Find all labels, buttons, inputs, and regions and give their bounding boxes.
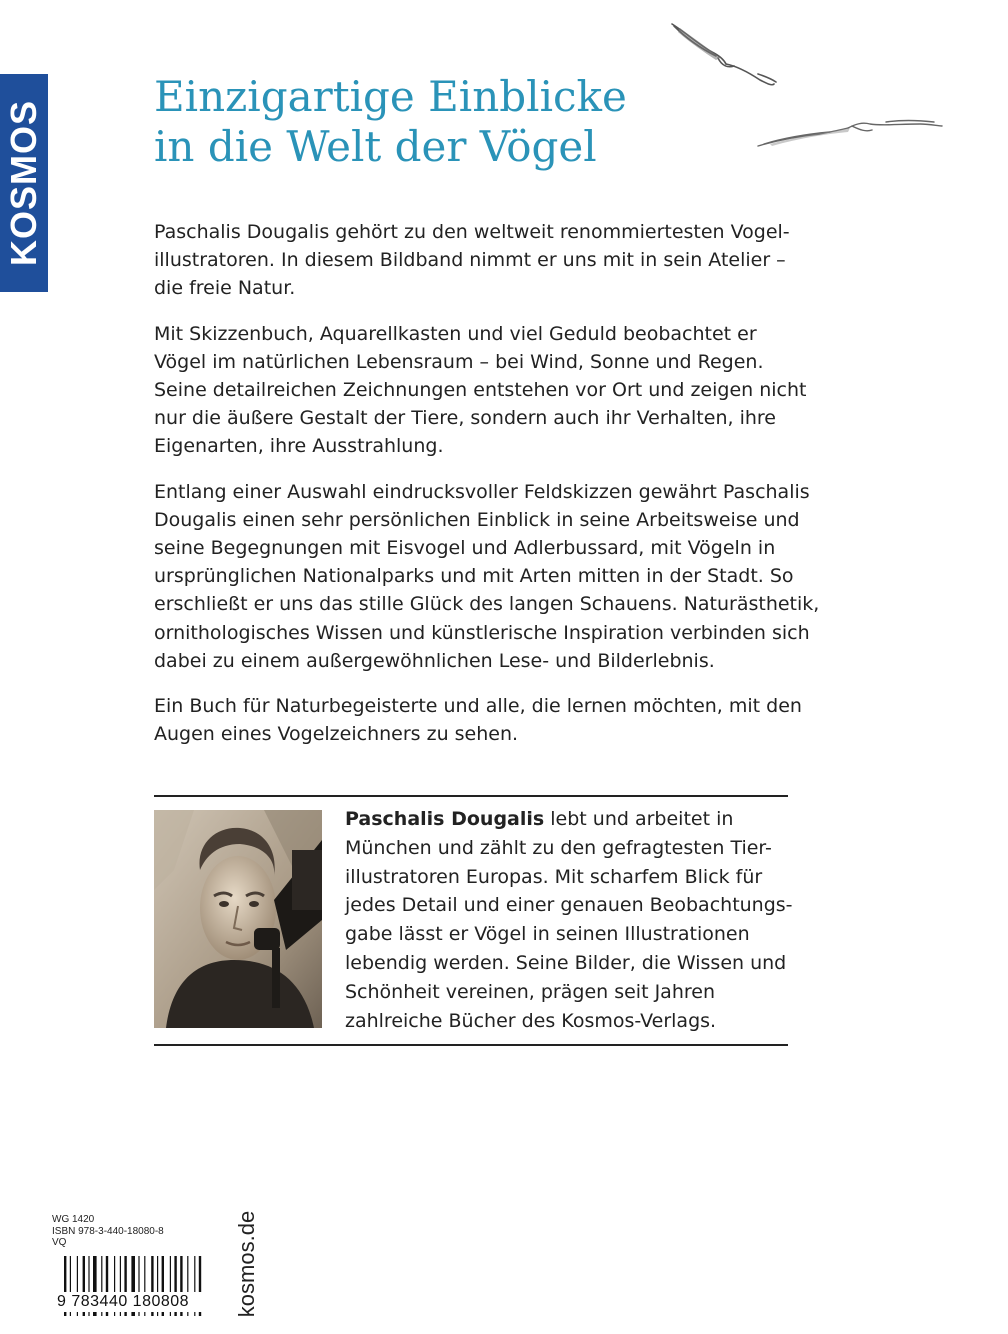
text-line: Vögel im natürlichen Lebensraum – bei Wind, Sonne und Regen. <box>154 350 764 373</box>
author-bio-text: lebt und arbeitet in <box>544 808 734 830</box>
author-name: Paschalis Dougalis <box>345 808 545 830</box>
product-meta <box>52 1214 164 1249</box>
author-portrait <box>154 810 322 1028</box>
text-line: Seine detailreichen Zeichnungen entstehen vor Ort und zeigen nicht <box>154 379 807 402</box>
author-bio-line: zahlreiche Bücher des Kosmos-Verlags. <box>345 1009 717 1032</box>
text-line: ornithologisches Wissen und künstlerische Inspiration verbinden sich <box>154 621 810 644</box>
author-bio-line: illustratoren Europas. Mit scharfem Blick für <box>345 865 763 888</box>
blurb-paragraph <box>154 320 814 461</box>
text-line: Eigenarten, ihre Ausstrahlung. <box>154 435 444 458</box>
headline-line: in die Welt der Vögel <box>154 122 597 171</box>
blurb-paragraph <box>154 478 820 675</box>
text-line: Dougalis einen sehr persönlichen Einblick in seine Arbeitsweise und <box>154 508 800 531</box>
kosmos-logo <box>0 74 48 292</box>
text-line: illustratoren. In diesem Bildband nimmt er uns mit in sein Atelier – <box>154 249 786 272</box>
text-line: dabei zu einem außergewöhnlichen Lese- und Bilderlebnis. <box>154 649 715 672</box>
author-bio-line: gabe lässt er Vögel in seinen Illustrationen <box>345 923 750 946</box>
text-line: nur die äußere Gestalt der Tiere, sondern auch ihr Verhalten, ihre <box>154 407 776 430</box>
vq-code: VQ <box>52 1237 67 1248</box>
blurb-paragraph <box>154 218 814 303</box>
kosmos-logo-text: KOSMOS <box>3 99 45 267</box>
headline-line: Einzigartige Einblicke <box>154 72 627 121</box>
divider-top <box>154 795 788 797</box>
text-line: Mit Skizzenbuch, Aquarellkasten und viel Geduld beobachtet er <box>154 322 757 345</box>
author-bio-line <box>345 805 795 834</box>
text-line: ursprünglichen Nationalparks und mit Arten mitten in der Stadt. So <box>154 565 794 588</box>
blurb-paragraph <box>154 692 814 748</box>
isbn: ISBN 978-3-440-18080-8 <box>52 1225 164 1237</box>
barcode-digits-text: 9 783440 180808 <box>57 1293 190 1310</box>
text-line: Augen eines Vogelzeichners zu sehen. <box>154 723 519 746</box>
author-bio-line: jedes Detail und einer genauen Beobachtungs- <box>345 894 793 917</box>
flying-birds-sketch <box>660 14 950 164</box>
author-bio-line: München und zählt zu den gefragtesten Tier- <box>345 836 772 859</box>
text-line: die freie Natur. <box>154 277 296 300</box>
text-line: seine Begegnungen mit Eisvogel und Adlerbussard, mit Vögeln in <box>154 537 776 560</box>
author-bio-line: Schönheit vereinen, prägen seit Jahren <box>345 980 715 1003</box>
website-text: kosmos.de <box>234 1210 259 1318</box>
headline <box>154 72 627 172</box>
text-line: Ein Buch für Naturbegeisterte und alle, die lernen möchten, mit den <box>154 695 802 718</box>
publisher-website <box>219 1206 275 1322</box>
text-line: Paschalis Dougalis gehört zu den weltweit renommiertesten Vogel- <box>154 221 790 243</box>
wg-code: WG 1420 <box>52 1214 95 1225</box>
blurb-text <box>154 218 820 765</box>
author-bio-line: lebendig werden. Seine Bilder, die Wissen und <box>345 951 787 974</box>
text-line: Entlang einer Auswahl eindrucksvoller Feldskizzen gewährt Paschalis <box>154 480 810 503</box>
author-bio <box>345 805 795 1035</box>
text-line: erschließt er uns das stille Glück des langen Schauens. Naturästhetik, <box>154 593 820 616</box>
divider-bottom <box>154 1044 788 1046</box>
barcode-number <box>57 1292 223 1312</box>
